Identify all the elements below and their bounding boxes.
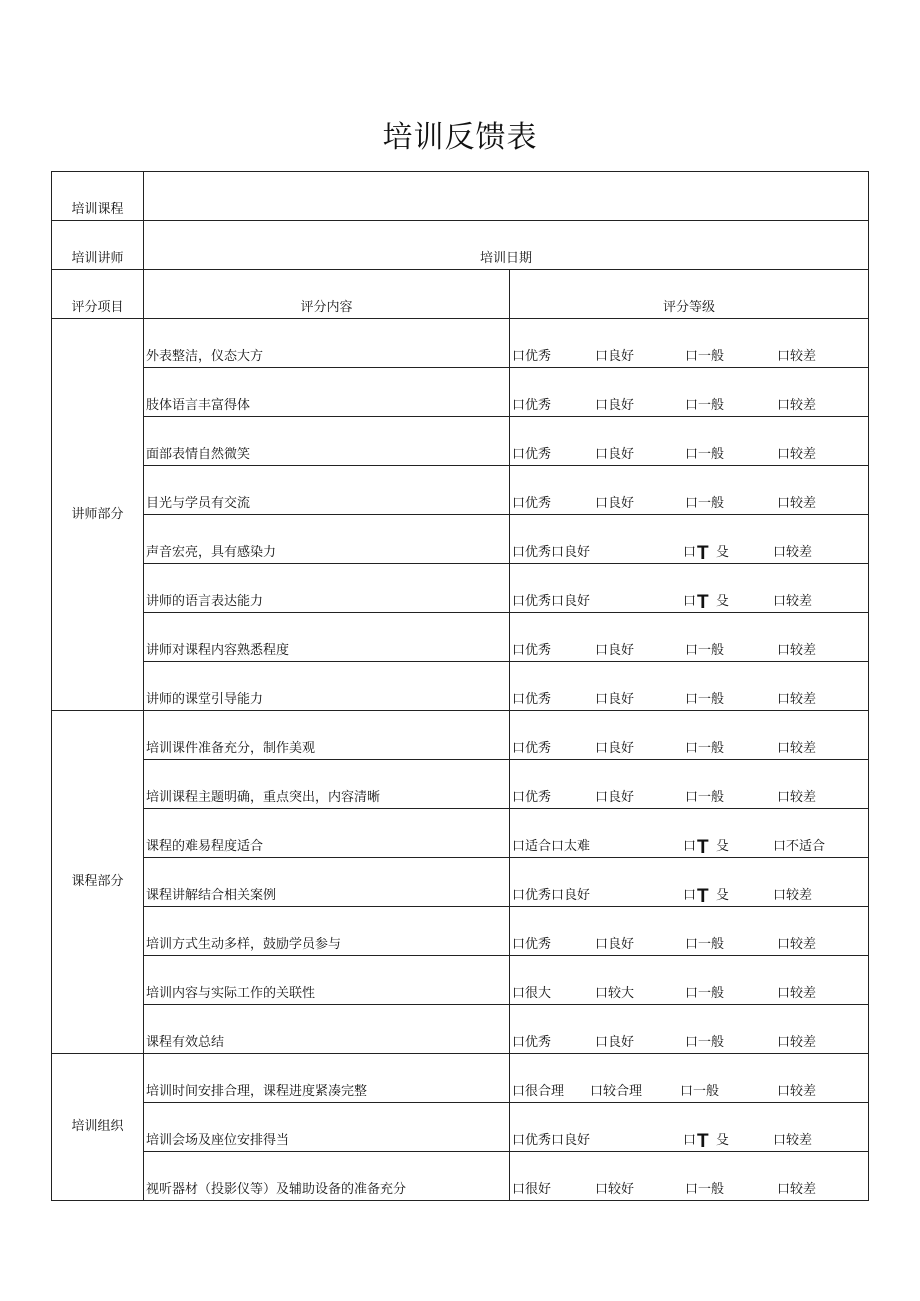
evaluation-item: 肢体语言丰富得体 — [144, 368, 510, 417]
rating-option[interactable]: 口较差 — [777, 741, 817, 756]
rating-option[interactable]: 口优秀 — [512, 1035, 552, 1050]
rating-options — [510, 564, 869, 613]
rating-options — [510, 466, 869, 515]
evaluation-item: 目光与学员有交流 — [144, 466, 510, 515]
table-row — [52, 907, 869, 956]
rating-option[interactable]: 口优秀 — [512, 447, 552, 462]
item-header: 评分项目 — [52, 270, 144, 319]
rating-options — [510, 515, 869, 564]
rating-option[interactable]: 口较差 — [773, 594, 813, 609]
rating-option[interactable]: 口较差 — [777, 790, 817, 805]
table-row — [52, 1005, 869, 1054]
rating-option[interactable]: 口较差 — [777, 937, 817, 952]
rating-option[interactable]: 口良好 — [595, 692, 635, 707]
rating-option[interactable]: 口较差 — [777, 643, 817, 658]
evaluation-item: 培训课件准备充分，制作美观 — [144, 711, 510, 760]
rating-option[interactable]: 口良好 — [595, 790, 635, 805]
rating-options — [510, 760, 869, 809]
evaluation-item: 培训会场及座位安排得当 — [144, 1103, 510, 1152]
rating-option[interactable]: 口较好 — [595, 1182, 635, 1197]
rating-option[interactable]: 口优秀 — [512, 496, 552, 511]
evaluation-item: 课程有效总结 — [144, 1005, 510, 1054]
rating-option[interactable]: 殳 — [716, 839, 730, 854]
rating-option[interactable]: 口优秀口良好 — [512, 1133, 591, 1148]
course-value-field[interactable] — [144, 172, 869, 221]
rating-option[interactable]: 口 — [683, 888, 697, 903]
rating-option[interactable]: 口较差 — [777, 349, 817, 364]
rating-option[interactable]: 殳 — [716, 1133, 730, 1148]
rating-option[interactable]: T — [697, 886, 709, 907]
rating-options — [510, 1054, 869, 1103]
rating-options — [510, 1152, 869, 1201]
course-label: 培训课程 — [52, 172, 144, 221]
rating-options — [510, 1005, 869, 1054]
rating-option[interactable]: 口不适合 — [773, 839, 826, 854]
evaluation-item: 培训方式生动多样，鼓励学员参与 — [144, 907, 510, 956]
rating-option[interactable]: 口良好 — [595, 1035, 635, 1050]
rating-option[interactable]: 口一般 — [685, 692, 725, 707]
rating-options — [510, 417, 869, 466]
table-row — [52, 417, 869, 466]
header-row — [52, 270, 869, 319]
rating-option[interactable]: 口较大 — [595, 986, 635, 1001]
rating-option[interactable]: 口 — [683, 545, 697, 560]
rating-option[interactable]: 口良好 — [595, 447, 635, 462]
rating-option[interactable]: T — [697, 592, 709, 613]
rating-option[interactable]: 口一般 — [685, 398, 725, 413]
rating-option[interactable]: T — [697, 543, 709, 564]
table-row — [52, 711, 869, 760]
rating-option[interactable]: 口较差 — [777, 1182, 817, 1197]
page-title: 培训反馈表 — [382, 120, 538, 155]
section-label: 讲师部分 — [52, 319, 144, 711]
rating-option[interactable]: 口一般 — [685, 496, 725, 511]
rating-option[interactable]: 口一般 — [685, 1182, 725, 1197]
table-row — [52, 858, 869, 907]
rating-option[interactable]: 口较差 — [777, 692, 817, 707]
evaluation-item: 培训时间安排合理，课程进度紧凑完整 — [144, 1054, 510, 1103]
rating-option[interactable]: 口优秀口良好 — [512, 888, 591, 903]
table-row — [52, 809, 869, 858]
rating-options — [510, 858, 869, 907]
rating-option[interactable]: 口一般 — [685, 741, 725, 756]
rating-option[interactable]: 口优秀口良好 — [512, 545, 591, 560]
table-row — [52, 319, 869, 368]
table-row — [52, 1054, 869, 1103]
rating-option[interactable]: 口优秀 — [512, 643, 552, 658]
table-row — [52, 662, 869, 711]
rating-options — [510, 809, 869, 858]
rating-options — [510, 956, 869, 1005]
rating-option[interactable]: 口优秀 — [512, 692, 552, 707]
rating-option[interactable]: 口优秀 — [512, 937, 552, 952]
rating-options — [510, 907, 869, 956]
table-row — [52, 368, 869, 417]
rating-option[interactable]: 口优秀 — [512, 349, 552, 364]
rating-options — [510, 613, 869, 662]
rating-option[interactable]: 口一般 — [685, 1035, 725, 1050]
rating-option[interactable]: 口很合理 — [512, 1084, 565, 1099]
rating-option[interactable]: 口较差 — [773, 545, 813, 560]
rating-option[interactable]: T — [697, 1131, 709, 1152]
table-row — [52, 1103, 869, 1152]
rating-option[interactable]: 口很好 — [512, 1182, 552, 1197]
rating-option[interactable]: 口优秀 — [512, 741, 552, 756]
rating-option[interactable]: 口良好 — [595, 741, 635, 756]
rating-option[interactable]: 口良好 — [595, 937, 635, 952]
rating-option[interactable]: 口优秀 — [512, 790, 552, 805]
feedback-table — [51, 171, 869, 1201]
rating-option[interactable]: 口较差 — [777, 986, 817, 1001]
rating-option[interactable]: 口一般 — [685, 937, 725, 952]
evaluation-item: 课程讲解结合相关案例 — [144, 858, 510, 907]
rating-option[interactable]: 口适合口太难 — [512, 839, 591, 854]
table-row — [52, 564, 869, 613]
rating-option[interactable]: 口一般 — [685, 349, 725, 364]
rating-options — [510, 1103, 869, 1152]
table-row — [52, 760, 869, 809]
evaluation-item: 外表整洁，仪态大方 — [144, 319, 510, 368]
evaluation-item: 培训内容与实际工作的关联性 — [144, 956, 510, 1005]
rating-option[interactable]: 口较差 — [773, 1133, 813, 1148]
rating-option[interactable]: 口 — [683, 839, 697, 854]
rating-option[interactable]: 口较差 — [773, 888, 813, 903]
evaluation-item: 面部表情自然微笑 — [144, 417, 510, 466]
rating-option[interactable]: 口良好 — [595, 496, 635, 511]
rating-option[interactable]: 口优秀口良好 — [512, 594, 591, 609]
rating-option[interactable]: 口 — [683, 1133, 697, 1148]
rating-options — [510, 319, 869, 368]
table-row — [52, 956, 869, 1005]
rating-option[interactable]: 口良好 — [595, 349, 635, 364]
evaluation-item: 课程的难易程度适合 — [144, 809, 510, 858]
rating-option[interactable]: 口一般 — [680, 1084, 720, 1099]
table-row — [52, 515, 869, 564]
table-row — [52, 1152, 869, 1201]
rating-options — [510, 368, 869, 417]
content-header: 评分内容 — [144, 270, 510, 319]
rating-option[interactable]: T — [697, 837, 709, 858]
evaluation-item: 培训课程主题明确，重点突出，内容清晰 — [144, 760, 510, 809]
rating-option[interactable]: 口 — [683, 594, 697, 609]
evaluation-item: 讲师对课程内容熟悉程度 — [144, 613, 510, 662]
rating-option[interactable]: 殳 — [716, 545, 730, 560]
course-row — [52, 172, 869, 221]
evaluation-item: 讲师的课堂引导能力 — [144, 662, 510, 711]
rating-option[interactable]: 口较差 — [777, 1084, 817, 1099]
training-date-label: 培训日期 — [144, 221, 869, 270]
section-label: 课程部分 — [52, 711, 144, 1054]
table-row — [52, 613, 869, 662]
rating-option[interactable]: 口一般 — [685, 986, 725, 1001]
rating-option[interactable]: 口良好 — [595, 398, 635, 413]
rating-option[interactable]: 口优秀 — [512, 398, 552, 413]
trainer-label: 培训讲师 — [52, 221, 144, 270]
rating-option[interactable]: 口一般 — [685, 643, 725, 658]
rating-option[interactable]: 口较差 — [777, 398, 817, 413]
rating-option[interactable]: 殳 — [716, 594, 730, 609]
evaluation-item: 声音宏亮，具有感染力 — [144, 515, 510, 564]
rating-options — [510, 711, 869, 760]
rating-option[interactable]: 口较差 — [777, 496, 817, 511]
evaluation-item: 讲师的语言表达能力 — [144, 564, 510, 613]
evaluation-item: 视听器材（投影仪等）及辅助设备的准备充分 — [144, 1152, 510, 1201]
rating-option[interactable]: 口较差 — [777, 447, 817, 462]
rating-option[interactable]: 口一般 — [685, 790, 725, 805]
table-row — [52, 466, 869, 515]
rating-options — [510, 662, 869, 711]
trainer-row — [52, 221, 869, 270]
rating-option[interactable]: 口很大 — [512, 986, 552, 1001]
grade-header: 评分等级 — [510, 270, 869, 319]
rating-option[interactable]: 口较合理 — [590, 1084, 643, 1099]
rating-option[interactable]: 殳 — [716, 888, 730, 903]
section-label: 培训组织 — [52, 1054, 144, 1201]
rating-option[interactable]: 口较差 — [777, 1035, 817, 1050]
rating-option[interactable]: 口良好 — [595, 643, 635, 658]
rating-option[interactable]: 口一般 — [685, 447, 725, 462]
